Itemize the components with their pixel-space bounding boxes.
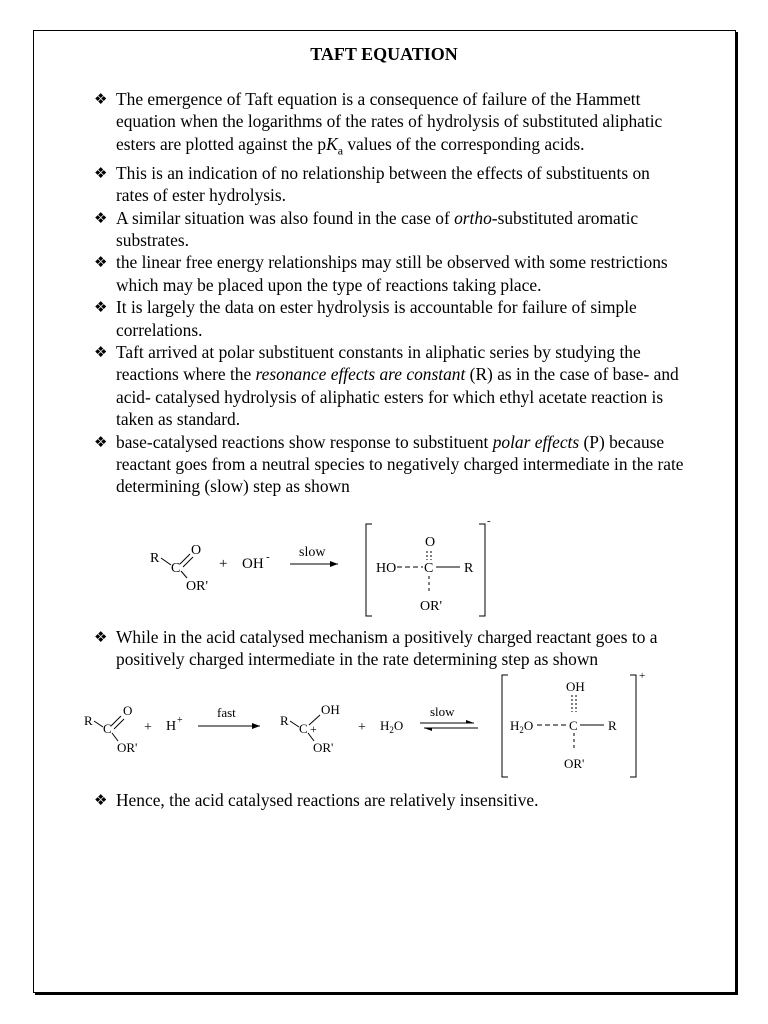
svg-text:-: - — [266, 550, 270, 563]
svg-text:R: R — [280, 712, 289, 728]
svg-text:H2O: $H_2O$ — [380, 717, 404, 735]
bullet-diamond-icon: ❖ — [94, 208, 108, 227]
svg-text:C: C — [299, 720, 308, 736]
list-item: ❖ Taft arrived at polar substituent constants in aliphatic series by studying the reactions where the resonance effects are constant (R) as in the case of base- and acid- catalysed hydrolysis of aliphatic esters for which ethyl acetate reaction is taken as standard. — [94, 341, 679, 430]
list-item: ❖ Hence, the acid catalysed reactions are relatively insensitive. — [94, 789, 539, 810]
svg-text:OH: OH — [566, 678, 585, 694]
list-item: ❖ The emergence of Taft equation is a consequence of failure of the Hammett equation when the logarithms of the rates of hydrolysis of substituted aliphatic esters are plotted against the $pK_a$ values of the corresponding acids. — [94, 89, 663, 158]
svg-text:slow: slow — [299, 544, 326, 560]
svg-text:R: R — [150, 550, 160, 566]
list-item: ❖ A similar situation was also found in the case of ortho-substituted aromatic substrates. — [94, 207, 639, 250]
bullet-diamond-icon: ❖ — [94, 627, 108, 646]
bullet-diamond-icon: ❖ — [94, 163, 108, 182]
list-item: ❖ While in the acid catalysed mechanism a positively charged reactant goes to a positively charged intermediate in the rate determining step as shown — [94, 626, 658, 670]
svg-text:H: H — [166, 718, 177, 734]
svg-text:OR': OR' — [117, 739, 138, 755]
svg-text:O: O — [191, 542, 202, 558]
svg-text:R: R — [608, 717, 617, 733]
svg-text:HO: HO — [376, 560, 397, 576]
reaction-scheme-1 — [94, 498, 554, 626]
svg-text:OR': OR' — [186, 578, 208, 594]
svg-text:O: O — [425, 534, 436, 550]
page-title: TAFT EQUATION — [310, 44, 458, 64]
bullet-diamond-icon: ❖ — [94, 298, 108, 317]
base-catalysed-scheme — [94, 498, 684, 626]
list-item: ❖ base-catalysed reactions show response to substituent polar effects (P) because reactant goes from a neutral species to negatively charged intermediate in the rate determining (slow) step as shown — [94, 431, 684, 497]
bullet-list — [84, 88, 684, 811]
svg-text:R: R — [464, 560, 474, 576]
svg-text:+: + — [177, 714, 183, 726]
reaction-scheme-2 — [74, 671, 674, 789]
svg-text:-: - — [487, 514, 491, 527]
list-item: ❖ It is largely the data on ester hydrolysis is accountable for failure of simple correlations. — [94, 297, 637, 340]
bullet-diamond-icon: ❖ — [94, 342, 108, 361]
svg-text:+: + — [310, 721, 317, 736]
svg-text:slow: slow — [430, 703, 455, 719]
svg-text:O: O — [123, 702, 133, 718]
svg-text:OH: OH — [321, 701, 340, 717]
list-item: ❖ This is an indication of no relationship between the effects of substituents on rates of ester hydrolysis. — [94, 162, 650, 206]
svg-text:OR': OR' — [313, 739, 334, 755]
acid-catalysed-scheme — [74, 671, 684, 789]
svg-text:C: C — [171, 560, 181, 576]
svg-text:OR': OR' — [420, 598, 442, 614]
svg-text:+: + — [639, 669, 646, 682]
bullet-diamond-icon: ❖ — [94, 432, 108, 451]
list-item: ❖ the linear free energy relationships may still be observed with some restrictions which may be placed upon the type of reactions taking place. — [94, 252, 668, 295]
bullet-diamond-icon: ❖ — [94, 90, 108, 108]
bullet-diamond-icon: ❖ — [94, 253, 108, 272]
svg-text:C: C — [103, 720, 112, 736]
svg-text:OH: OH — [242, 555, 264, 572]
svg-text:+: + — [144, 719, 152, 735]
svg-text:C: C — [424, 560, 434, 576]
svg-text:OR': OR' — [564, 755, 585, 771]
svg-text:+: + — [219, 555, 228, 572]
svg-text:+: + — [358, 719, 366, 735]
svg-text:fast: fast — [217, 704, 236, 720]
svg-text:C: C — [569, 717, 578, 733]
svg-text:H2O: $H_2O$ — [510, 717, 534, 735]
svg-text:R: R — [84, 712, 93, 728]
bullet-diamond-icon: ❖ — [94, 790, 108, 809]
